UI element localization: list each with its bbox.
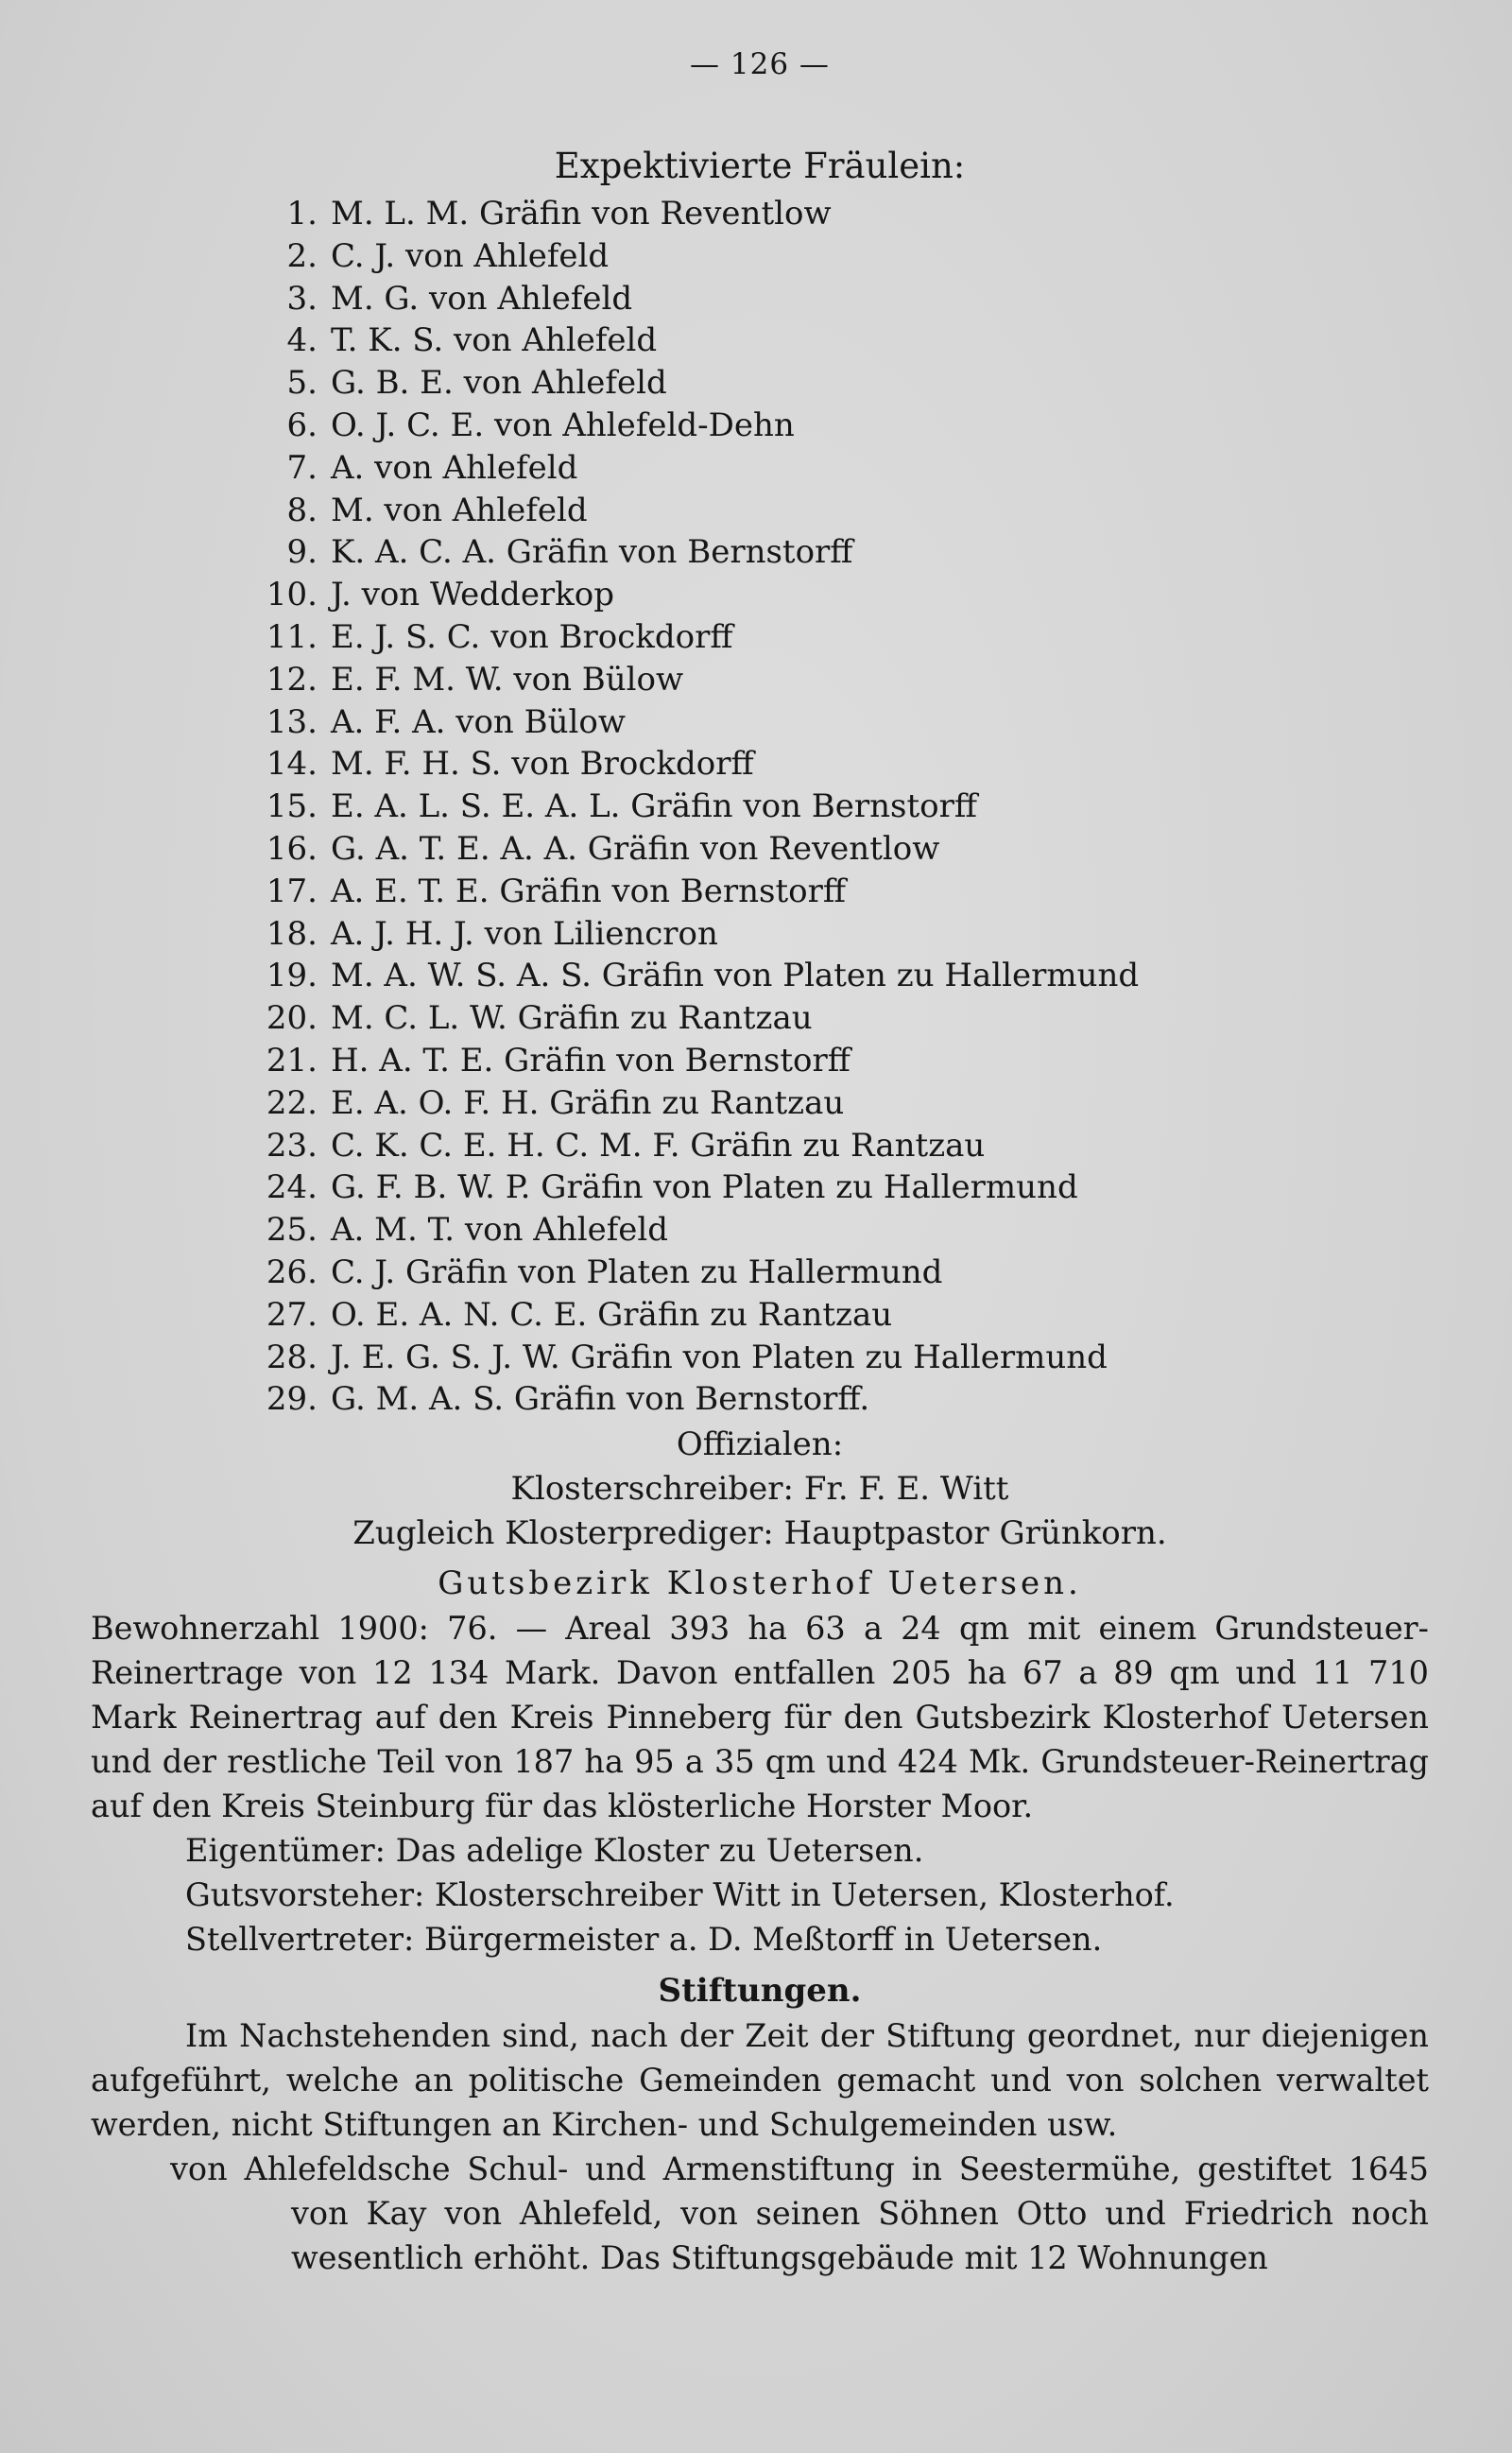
list-item	[244, 659, 1429, 701]
list-item	[244, 1125, 1429, 1167]
list-item-name: T. K. S. von Ahlefeld	[331, 321, 658, 360]
list-item	[244, 193, 1429, 235]
list-item-name: G. M. A. S. Gräfin von Bernstorff.	[331, 1380, 870, 1419]
list-item-name: O. J. C. E. von Ahlefeld-Dehn	[331, 406, 795, 444]
list-item	[244, 490, 1429, 532]
list-item	[244, 913, 1429, 956]
list-item-number: 19.	[266, 957, 318, 995]
list-item-name: A. von Ahlefeld	[331, 448, 578, 487]
klosterschreiber-line: Klosterschreiber: Fr. F. E. Witt	[510, 1470, 1009, 1509]
page-number: — 126 —	[690, 47, 830, 81]
list-item-name: M. A. W. S. A. S. Gräfin von Platen zu Hallermund	[331, 957, 1140, 995]
list-item-name: E. A. O. F. H. Gräfin zu Rantzau	[331, 1083, 845, 1122]
list-item-number: 3.	[286, 279, 318, 318]
list-item-number: 11.	[266, 617, 318, 656]
gutsvorsteher-line: Gutsvorsteher: Klosterschreiber Witt in Uetersen, Klosterhof.	[185, 1876, 1175, 1914]
list-item-name: M. C. L. W. Gräfin zu Rantzau	[331, 999, 813, 1038]
list-item-name: A. J. H. J. von Liliencron	[331, 914, 718, 953]
list-item-name: G. A. T. E. A. A. Gräfin von Reventlow	[331, 829, 940, 868]
list-item-number: 10.	[266, 576, 318, 614]
list-item	[244, 531, 1429, 574]
list-item-number: 4.	[286, 321, 318, 360]
list-item-number: 15.	[266, 787, 318, 826]
exspectives-heading: Expektivierte Fräulein:	[554, 146, 966, 186]
list-item	[244, 1252, 1429, 1294]
list-item-name: G. B. E. von Ahlefeld	[331, 364, 667, 403]
stellvertreter-line: Stellvertreter: Bürgermeister a. D. Meßtorff in Uetersen.	[185, 1921, 1103, 1959]
list-item-number: 18.	[266, 914, 318, 953]
list-item-name: C. J. von Ahlefeld	[331, 236, 610, 275]
list-item-name: M. G. von Ahlefeld	[331, 279, 633, 318]
list-item	[244, 701, 1429, 744]
list-item-number: 22.	[266, 1083, 318, 1122]
list-item-number: 29.	[266, 1380, 318, 1419]
list-item-number: 26.	[266, 1252, 318, 1291]
list-item-name: M. F. H. S. von Brockdorff	[331, 745, 754, 784]
list-item-number: 20.	[266, 999, 318, 1038]
list-item	[244, 786, 1429, 828]
list-item-name: J. E. G. S. J. W. Gräfin von Platen zu Hallermund	[331, 1338, 1108, 1376]
list-item	[244, 955, 1429, 997]
list-item-number: 24.	[266, 1168, 318, 1207]
list-item	[244, 1378, 1429, 1421]
list-item	[244, 574, 1429, 616]
list-item-number: 8.	[286, 491, 318, 529]
list-item-number: 2.	[286, 236, 318, 275]
list-item-number: 1.	[286, 195, 318, 233]
list-item	[244, 235, 1429, 278]
list-item	[244, 320, 1429, 362]
owner-line: Eigentümer: Das adelige Kloster zu Uetersen.	[185, 1832, 924, 1870]
stiftungen-intro: Im Nachstehenden sind, nach der Zeit der Stiftung geordnet, nur diejenigen aufgeführt, welche an politische Gemeinden gemacht und von solchen verwaltet werden, nicht Stiftungen an Kirchen- und Schulgemeinden usw.	[91, 2017, 1429, 2144]
stiftungen-heading: Stiftungen.	[658, 1972, 862, 2011]
list-item	[244, 616, 1429, 659]
list-item	[244, 828, 1429, 871]
list-item-name: E. J. S. C. von Brockdorff	[331, 617, 733, 656]
list-item	[244, 1337, 1429, 1379]
list-item-name: O. E. A. N. C. E. Gräfin zu Rantzau	[331, 1295, 893, 1334]
list-item	[244, 447, 1429, 490]
list-item	[244, 405, 1429, 447]
list-item-name: K. A. C. A. Gräfin von Bernstorff	[331, 533, 853, 572]
list-item	[244, 1294, 1429, 1337]
list-item-number: 23.	[266, 1126, 318, 1165]
list-item-name: E. A. L. S. E. A. L. Gräfin von Bernstorff	[331, 787, 977, 826]
list-item-number: 5.	[286, 364, 318, 403]
gutsbezirk-paragraph: Bewohnerzahl 1900: 76. — Areal 393 ha 63 a 24 qm mit einem Grundsteuer-Reinertrage von 12 134 Mark. Davon entfallen 205 ha 67 a 89 qm und 11 710 Mark Reinertrag auf den Kreis Pinneberg für den Gutsbezirk Klosterhof Uetersen und der restliche Teil von 187 ha 95 a 35 qm und 424 Mk. Grundsteuer-Reinertrag auf den Kreis Steinburg für das klösterliche Horster Moor.	[91, 1610, 1429, 1825]
list-item-name: H. A. T. E. Gräfin von Bernstorff	[331, 1041, 850, 1080]
klosterprediger-line: Zugleich Klosterprediger: Hauptpastor Grünkorn.	[352, 1514, 1167, 1553]
exspectives-list	[91, 193, 1429, 1421]
list-item-name: A. E. T. E. Gräfin von Bernstorff	[331, 872, 847, 910]
list-item-number: 12.	[266, 660, 318, 699]
list-item-number: 28.	[266, 1338, 318, 1376]
list-item-number: 25.	[266, 1211, 318, 1250]
offizialen-heading: Offizialen:	[676, 1425, 844, 1464]
list-item-number: 27.	[266, 1295, 318, 1334]
gutsbezirk-heading: Gutsbezirk Klosterhof Uetersen.	[438, 1564, 1082, 1603]
list-item	[244, 1209, 1429, 1252]
list-item-name: J. von Wedderkop	[331, 576, 615, 614]
list-item-name: A. M. T. von Ahlefeld	[331, 1211, 669, 1250]
list-item-number: 9.	[286, 533, 318, 572]
list-item-number: 13.	[266, 702, 318, 741]
list-item	[244, 997, 1429, 1040]
list-item-name: C. K. C. E. H. C. M. F. Gräfin zu Rantzau	[331, 1126, 986, 1165]
list-item	[244, 278, 1429, 320]
list-item-number: 16.	[266, 829, 318, 868]
list-item-number: 7.	[286, 448, 318, 487]
list-item-name: G. F. B. W. P. Gräfin von Platen zu Hallermund	[331, 1168, 1078, 1207]
list-item	[244, 743, 1429, 786]
ahlefeld-stiftung-entry: von Ahlefeldsche Schul- und Armenstiftung in Seestermühe, gestiftet 1645 von Kay von Ahlefeld, von seinen Söhnen Otto und Friedrich noch wesentlich erhöht. Das Stiftungsgebäude mit 12 Wohnungen	[170, 2151, 1429, 2277]
list-item	[244, 1040, 1429, 1082]
list-item-number: 17.	[266, 872, 318, 910]
list-item	[244, 1082, 1429, 1125]
list-item-name: A. F. A. von Bülow	[331, 702, 626, 741]
list-item-name: M. L. M. Gräfin von Reventlow	[331, 195, 832, 233]
list-item-number: 6.	[286, 406, 318, 444]
list-item-number: 21.	[266, 1041, 318, 1080]
list-item	[244, 362, 1429, 405]
list-item-number: 14.	[266, 745, 318, 784]
list-item-name: E. F. M. W. von Bülow	[331, 660, 684, 699]
list-item	[244, 871, 1429, 913]
list-item	[244, 1166, 1429, 1209]
list-item-name: M. von Ahlefeld	[331, 491, 588, 529]
list-item-name: C. J. Gräfin von Platen zu Hallermund	[331, 1252, 943, 1291]
